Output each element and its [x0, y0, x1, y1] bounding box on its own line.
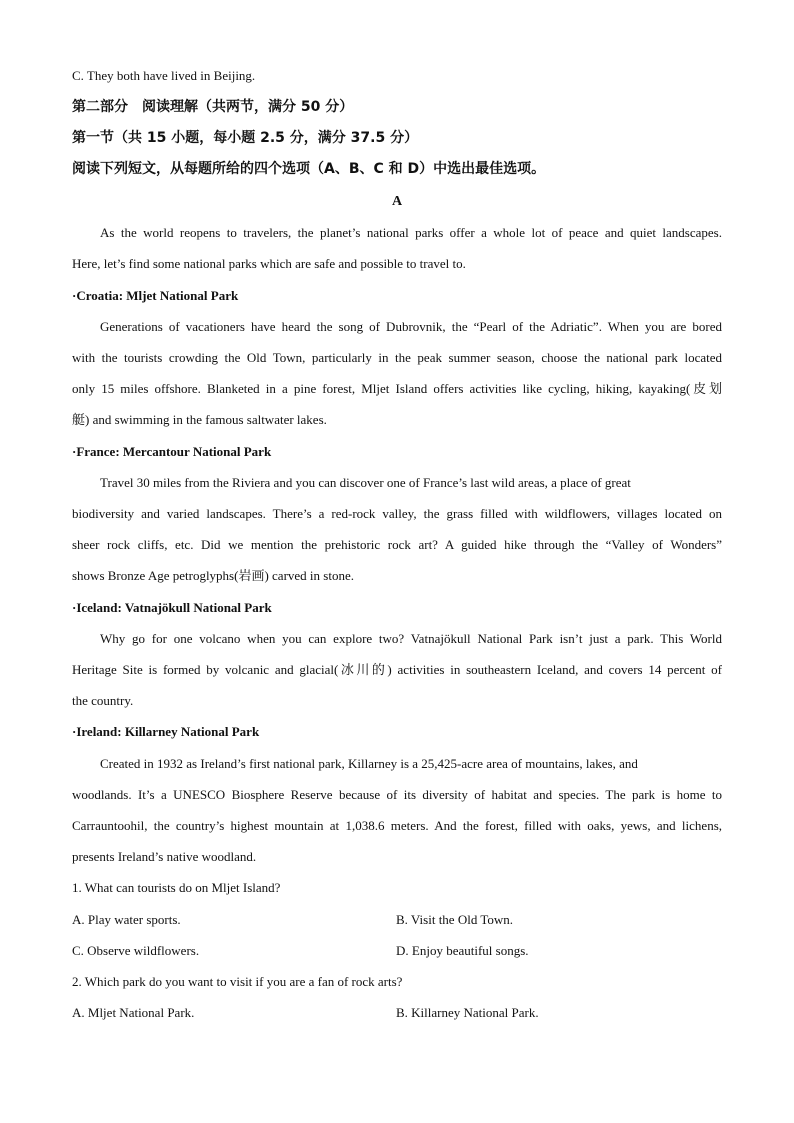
park-text-line: Travel 30 miles from the Riviera and you can discover one of France’s last wild areas, a place of great — [100, 475, 631, 490]
park-text-line: the country. — [72, 693, 134, 708]
part-two-heading: 第二部分 阅读理解（共两节，满分 50 分） — [72, 99, 354, 115]
park-text-line: biodiversity and varied landscapes. There’s a red-rock valley, the grass filled with wildflowers, villages located on — [72, 506, 722, 521]
park-text-line: presents Ireland’s native woodland. — [72, 849, 257, 864]
question-1-option-b: B. Visit the Old Town. — [396, 912, 514, 927]
park-heading-croatia: ·Croatia: Mljet National Park — [72, 288, 239, 303]
park-heading-france: ·France: Mercantour National Park — [72, 444, 272, 459]
question-1-option-d: D. Enjoy beautiful songs. — [396, 943, 529, 958]
park-text-line: Heritage Site is formed by volcanic and glacial(冰川的) activities in southeastern Iceland, and covers 14 percent of — [72, 662, 722, 677]
instructions: 阅读下列短文，从每题所给的四个选项（A、B、C 和 D）中选出最佳选项。 — [72, 161, 546, 177]
park-heading-ireland: ·Ireland: Killarney National Park — [72, 724, 260, 739]
section-one-heading: 第一节（共 15 小题，每小题 2.5 分，满分 37.5 分） — [72, 130, 419, 146]
park-text-line: sheer rock cliffs, etc. Did we mention the prehistoric rock art? A guided hike through the “Valley of Wonders” — [72, 537, 722, 552]
park-text-line: only 15 miles offshore. Blanketed in a pine forest, Mljet Island offers activities like cycling, hiking, kayaking(皮划 — [72, 381, 722, 396]
park-text-line: 艇) and swimming in the famous saltwater lakes. — [72, 412, 327, 427]
question-1-option-c: C. Observe wildflowers. — [72, 943, 200, 958]
passage-label: A — [391, 194, 403, 209]
question-1-stem: 1. What can tourists do on Mljet Island? — [72, 880, 281, 895]
park-text-line: Why go for one volcano when you can explore two? Vatnajökull National Park isn’t just a park. This World — [100, 631, 722, 646]
question-2-option-a: A. Mljet National Park. — [72, 1005, 195, 1020]
park-text-line: shows Bronze Age petroglyphs(岩画) carved in stone. — [72, 568, 354, 583]
question-2-stem: 2. Which park do you want to visit if you are a fan of rock arts? — [72, 974, 403, 989]
park-text-line: Carrauntoohil, the country’s highest mountain at 1,038.6 meters. And the forest, filled with oaks, yews, and lichens, — [72, 818, 722, 833]
park-text-line: Created in 1932 as Ireland’s first national park, Killarney is a 25,425-acre area of mountains, lakes, and — [100, 756, 638, 771]
park-text-line: with the tourists crowding the Old Town, particularly in the peak summer season, choose the national park located — [72, 350, 722, 365]
park-text-line: Generations of vacationers have heard the song of Dubrovnik, the “Pearl of the Adriatic”. When you are bored — [100, 319, 722, 334]
park-text-line: woodlands. It’s a UNESCO Biosphere Reserve because of its diversity of habitat and species. The park is home to — [72, 787, 722, 802]
previous-option-c: C. They both have lived in Beijing. — [72, 68, 256, 83]
intro-line-1: As the world reopens to travelers, the planet’s national parks offer a whole lot of peace and quiet landscapes. — [100, 225, 722, 240]
question-2-option-b: B. Killarney National Park. — [396, 1005, 539, 1020]
question-1-option-a: A. Play water sports. — [72, 912, 181, 927]
intro-line-2: Here, let’s find some national parks which are safe and possible to travel to. — [72, 256, 466, 271]
park-heading-iceland: ·Iceland: Vatnajökull National Park — [72, 600, 272, 615]
